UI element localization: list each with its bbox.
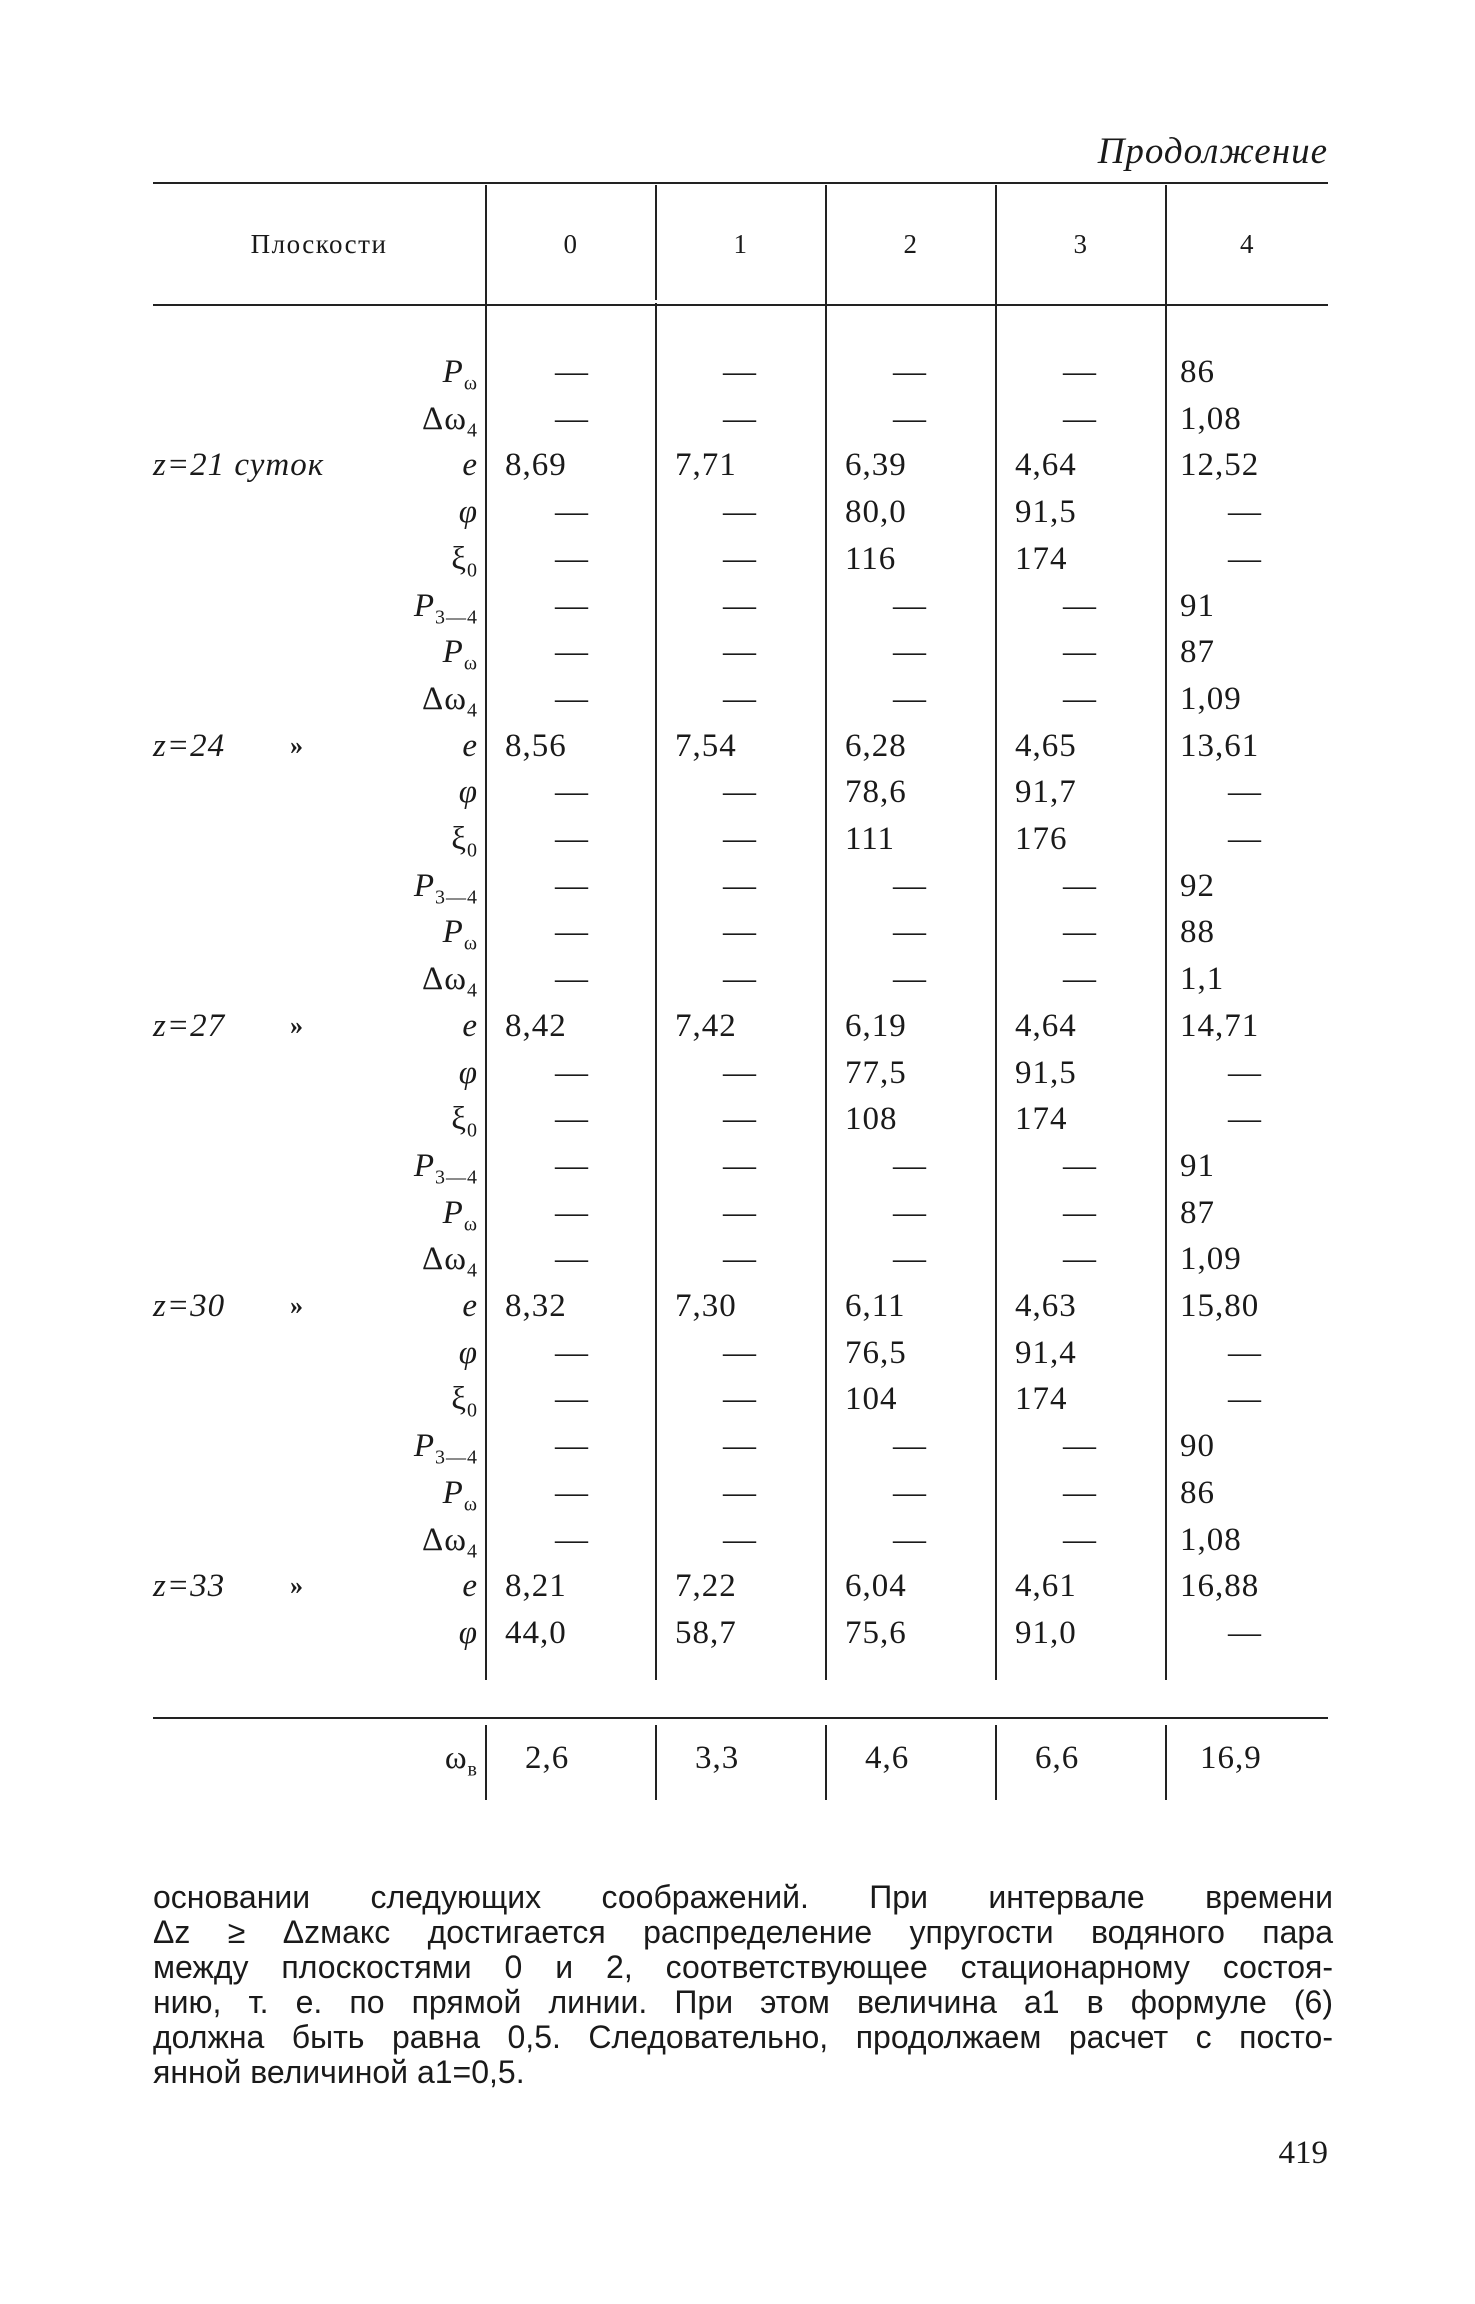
table-cell: 58,7 (675, 1614, 737, 1651)
table-cell: 86 (1180, 354, 1215, 390)
table-cell: — (723, 1381, 757, 1418)
table-cell: — (555, 961, 589, 998)
table-cell: — (1228, 494, 1262, 531)
table-cell: — (723, 494, 757, 531)
table-cell: — (1063, 400, 1097, 437)
row-parameter: e (462, 727, 478, 764)
table-cell: — (893, 1428, 927, 1465)
table-cell: — (723, 1428, 757, 1465)
table-cell: — (723, 1474, 757, 1511)
table-cell: — (555, 1147, 589, 1184)
table-cell: 7,30 (675, 1288, 737, 1324)
table-cell: — (723, 1054, 757, 1091)
table-cell: 1,1 (1180, 961, 1225, 998)
table-cell: 91 (1180, 1147, 1215, 1184)
table-cell: 8,42 (505, 1007, 567, 1044)
table-cell: 75,6 (845, 1614, 907, 1651)
table-cell: 16,88 (1180, 1568, 1260, 1605)
table-cell: — (893, 1521, 927, 1558)
row-parameter: e (462, 447, 478, 484)
table-cell: — (723, 867, 757, 904)
ditto-mark: » (290, 730, 304, 760)
table-cell: 14,71 (1180, 1007, 1260, 1044)
header-col-4: 4 (1240, 228, 1255, 259)
table-cell: — (555, 1381, 589, 1418)
table-cell: — (1063, 867, 1097, 904)
row-parameter: e (462, 1288, 478, 1324)
table-cell: 116 (845, 540, 897, 577)
row-group-label: z=33 (153, 1568, 226, 1605)
table-cell: 8,69 (505, 447, 567, 484)
table-cell: — (1228, 1334, 1262, 1371)
continuation-label: Продолжение (1097, 131, 1328, 172)
footer-cell: 6,6 (1035, 1740, 1080, 1776)
table-cell: — (723, 1101, 757, 1138)
row-group-label: z=30 (153, 1288, 226, 1324)
table-cell: 1,08 (1180, 1521, 1242, 1558)
table-cell: — (1063, 634, 1097, 671)
table-cell: 91,5 (1015, 494, 1077, 531)
table-cell: — (1228, 1101, 1262, 1138)
table-cell: — (555, 774, 589, 811)
table-cell: — (723, 1194, 757, 1231)
body-paragraph (153, 1880, 1333, 2090)
row-group-label: z=24 (153, 727, 226, 764)
row-parameter: $P_{3—4}$ (413, 867, 478, 909)
table-cell: 90 (1180, 1428, 1215, 1465)
column-divider (655, 1725, 657, 1800)
table-cell: — (555, 1101, 589, 1138)
table-cell: — (1228, 1381, 1262, 1418)
table-cell: — (893, 1147, 927, 1184)
table-cell: — (723, 1334, 757, 1371)
table-cell: 88 (1180, 914, 1215, 951)
footer-cell: 16,9 (1200, 1740, 1262, 1776)
table-cell: 174 (1015, 1381, 1068, 1418)
header-label: Плоскости (250, 228, 388, 259)
footer-parameter: $\omega_в$ (444, 1740, 478, 1781)
row-parameter: $\Delta\omega_4$ (422, 961, 478, 1002)
table-cell: 91,0 (1015, 1614, 1077, 1651)
table-cell: 91,5 (1015, 1054, 1077, 1091)
header-col-1: 1 (733, 228, 749, 259)
column-divider (995, 1725, 997, 1800)
table-cell: — (555, 680, 589, 717)
table-cell: — (1228, 540, 1262, 577)
table-cell: — (723, 680, 757, 717)
table-cell: — (555, 1194, 589, 1231)
table-cell: 86 (1180, 1474, 1215, 1511)
column-divider (825, 185, 827, 1680)
table-cell: — (1063, 1241, 1097, 1278)
row-parameter: φ (458, 1054, 478, 1091)
row-parameter: e (462, 1007, 478, 1044)
table-cell: 44,0 (505, 1614, 567, 1651)
table-cell: — (555, 587, 589, 624)
table-cell: — (555, 1334, 589, 1371)
row-parameter: φ (458, 494, 478, 531)
body-line: янной величиной a1=0,5. (153, 2054, 525, 2090)
ditto-mark: » (290, 1571, 304, 1601)
table-top-rule (153, 182, 1328, 184)
table-cell: — (1063, 961, 1097, 998)
table-cell: 174 (1015, 1101, 1068, 1138)
body-line: Δz ≥ Δzмакс достигается распределение упругости водяного пара (153, 1914, 1333, 1950)
column-divider (1165, 185, 1167, 1680)
column-divider (1165, 1725, 1167, 1800)
table-cell: — (1063, 1194, 1097, 1231)
table-cell: — (555, 400, 589, 437)
body-line: между плоскостями 0 и 2, соответствующее стационарному состоя- (153, 1949, 1333, 1985)
page-number: 419 (1278, 2135, 1328, 2171)
table-cell: — (1063, 354, 1097, 390)
body-line: нию, т. е. по прямой линии. При этом величина a1 в формуле (6) (153, 1984, 1333, 2020)
table-cell: 7,42 (675, 1007, 737, 1044)
table-cell: — (893, 961, 927, 998)
header-col-3: 3 (1073, 228, 1089, 259)
table-cell: — (555, 354, 589, 390)
row-parameter: $P_{3—4}$ (413, 587, 478, 629)
row-parameter: $P_\omega$ (442, 1194, 478, 1236)
table-cell: 6,11 (845, 1288, 906, 1324)
row-parameter: $\xi_0$ (451, 1381, 478, 1422)
table-cell: — (723, 634, 757, 671)
table-cell: — (723, 400, 757, 437)
column-divider (995, 185, 997, 1680)
ditto-mark: » (290, 1291, 304, 1320)
table-cell: 15,80 (1180, 1288, 1260, 1324)
table-cell: — (723, 961, 757, 998)
row-parameter: $\Delta\omega_4$ (422, 1521, 478, 1563)
row-parameter: $P_\omega$ (442, 354, 478, 395)
table-cell: — (723, 1521, 757, 1558)
table-cell: — (893, 634, 927, 671)
table-cell: 8,56 (505, 727, 567, 764)
ditto-mark: » (290, 1010, 304, 1040)
table-cell: 1,08 (1180, 400, 1242, 437)
table-cell: — (893, 914, 927, 951)
table-cell: — (555, 821, 589, 857)
table-cell: 7,22 (675, 1568, 737, 1605)
header-col-2: 2 (903, 228, 919, 259)
table-cell: — (555, 914, 589, 951)
table-cell: — (893, 867, 927, 904)
table-cell: — (1228, 821, 1262, 857)
table-cell: — (1228, 774, 1262, 811)
table-cell: 92 (1180, 867, 1215, 904)
table-footer-rule (153, 1717, 1328, 1719)
table-cell: — (893, 587, 927, 624)
column-divider (825, 1725, 827, 1800)
table-cell: 108 (845, 1101, 898, 1138)
table-cell: — (723, 587, 757, 624)
row-parameter: $P_\omega$ (442, 914, 478, 955)
table-cell: 91 (1180, 587, 1215, 624)
body-line: должна быть равна 0,5. Следовательно, продолжаем расчет с посто- (153, 2019, 1333, 2055)
table-cell: 4,64 (1015, 447, 1077, 484)
table-cell: — (1063, 1428, 1097, 1465)
table-cell: 1,09 (1180, 680, 1242, 717)
table-cell: — (723, 540, 757, 577)
row-group-label: z=27 (153, 1007, 226, 1044)
table-cell: 6,28 (845, 727, 907, 764)
table-cell: 176 (1015, 821, 1068, 857)
row-parameter: e (462, 1568, 478, 1605)
table-cell: — (723, 1241, 757, 1278)
row-parameter: $P_\omega$ (442, 1474, 478, 1516)
table-cell: 111 (845, 821, 896, 857)
row-parameter: $\Delta\omega_4$ (422, 400, 478, 442)
table-cell: 6,39 (845, 447, 907, 484)
table-cell: — (555, 1241, 589, 1278)
row-parameter: φ (458, 774, 478, 811)
table-cell: 78,6 (845, 774, 907, 811)
table-cell: — (555, 540, 589, 577)
table-cell: 77,5 (845, 1054, 907, 1091)
row-parameter: $\xi_0$ (451, 540, 478, 582)
table-cell: 174 (1015, 540, 1068, 577)
row-parameter: φ (458, 1334, 478, 1371)
table-cell: — (555, 867, 589, 904)
column-divider (485, 1725, 487, 1800)
column-divider (655, 303, 657, 1680)
table-cell: — (1063, 1474, 1097, 1511)
table-cell: — (555, 1521, 589, 1558)
table-cell: — (893, 354, 927, 390)
table-cell: 104 (845, 1381, 898, 1418)
table-cell: — (1063, 1521, 1097, 1558)
table-cell: — (555, 634, 589, 671)
footer-cell: 3,3 (695, 1740, 740, 1776)
row-parameter: $\Delta\omega_4$ (422, 1241, 478, 1282)
table-cell: 7,54 (675, 727, 737, 764)
table-cell: 4,63 (1015, 1288, 1077, 1324)
table-cell: 4,64 (1015, 1007, 1077, 1044)
table-cell: — (1228, 1614, 1262, 1651)
table-cell: — (723, 354, 757, 390)
table-cell: — (723, 1147, 757, 1184)
table-cell: — (555, 1054, 589, 1091)
row-parameter: $P_{3—4}$ (413, 1147, 478, 1189)
table-cell: 13,61 (1180, 727, 1260, 764)
row-parameter: $\xi_0$ (451, 821, 478, 862)
row-group-label: z=21 суток (153, 447, 325, 484)
table-cell: 4,65 (1015, 727, 1077, 764)
table-cell: 80,0 (845, 494, 907, 531)
table-cell: — (893, 1241, 927, 1278)
table-cell: — (893, 1474, 927, 1511)
table-cell: 12,52 (1180, 447, 1260, 484)
table-cell: — (1063, 680, 1097, 717)
table-cell: 7,71 (675, 447, 737, 484)
table-cell: 1,09 (1180, 1241, 1242, 1278)
table-cell: — (1063, 914, 1097, 951)
footer-cell: 4,6 (865, 1740, 910, 1776)
table-cell: — (555, 494, 589, 531)
table-cell: — (723, 774, 757, 811)
body-line: основании следующих соображений. При интервале времени (153, 1879, 1333, 1915)
table-cell: 4,61 (1015, 1568, 1077, 1605)
table-cell: — (893, 400, 927, 437)
table-cell: — (1063, 1147, 1097, 1184)
table-cell: 6,04 (845, 1568, 907, 1605)
table-cell: — (1063, 587, 1097, 624)
table-cell: — (723, 821, 757, 857)
row-parameter: $P_{3—4}$ (413, 1428, 478, 1469)
table-cell: — (555, 1474, 589, 1511)
table-cell: — (893, 1194, 927, 1231)
table-cell: — (555, 1428, 589, 1465)
table-cell: 91,4 (1015, 1334, 1077, 1371)
table-cell: 6,19 (845, 1007, 907, 1044)
row-parameter: $P_\omega$ (442, 634, 478, 675)
table-cell: — (1228, 1054, 1262, 1091)
column-divider (485, 185, 487, 1680)
row-parameter: $\Delta\omega_4$ (422, 680, 478, 722)
footer-cell: 2,6 (525, 1740, 570, 1776)
table-cell: 87 (1180, 634, 1215, 671)
table-cell: 87 (1180, 1194, 1215, 1231)
table-cell: — (723, 914, 757, 951)
header-col-0: 0 (563, 228, 579, 259)
table-cell: 76,5 (845, 1334, 907, 1371)
table-cell: 8,21 (505, 1568, 567, 1605)
row-parameter: $\xi_0$ (451, 1101, 478, 1142)
table-cell: — (893, 680, 927, 717)
table-cell: 91,7 (1015, 774, 1077, 811)
row-parameter: φ (458, 1614, 478, 1651)
table-header-rule (153, 304, 1328, 306)
table-cell: 8,32 (505, 1288, 567, 1324)
